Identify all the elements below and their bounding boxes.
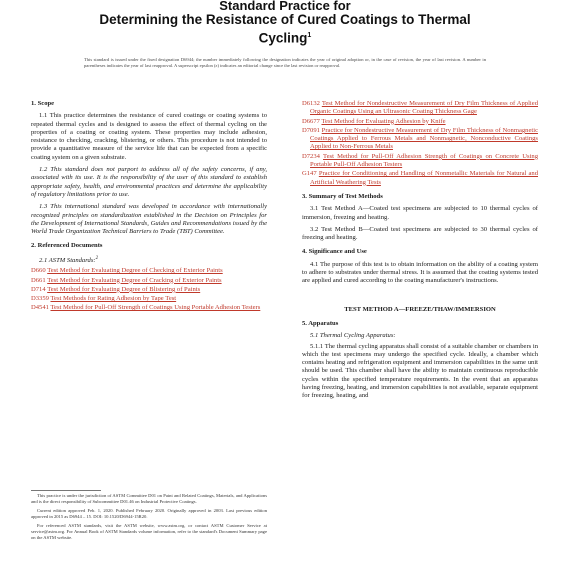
title-line-1: Determining the Resistance of Cured Coatings to Thermal [99,12,471,27]
footnotes [31,493,267,544]
section-scope-title: 1. Scope [31,100,55,107]
designation-note: This standard is issued under the fixed designation D6944; the number immediately following the designation indicates the year of original adoption or, in the case of revision, the year of last revision. A number in parentheses indicates the year of last reapproval. A superscript epsilon (ε) indicates an editorial change since the last revision or reapproval. [84,57,486,69]
ref-title-link[interactable]: Test Method for Evaluating Degree of Blistering of Paints [47,285,201,293]
ref-title-link[interactable]: Test Method for Evaluating Degree of Checking of Exterior Paints [47,267,223,275]
title-line-2-text: Cycling [258,30,308,46]
footnote-divider [31,490,101,491]
footnote-2: For referenced ASTM standards, visit the ASTM website, www.astm.org, or contact ASTM Customer Service at service@astm.org. For Annual Book of ASTM Standards volume information, refer to the standard's Document Summary page on the ASTM website. [31,523,267,540]
ref-code: D714 [31,285,46,293]
ref-item[interactable] [302,100,538,117]
title-line-2 [0,28,570,47]
para-1-2: 1.2 This standard does not purport to address all of the safety concerns, if any, associated with its use. It is the responsibility of the user of this standard to establish appropriate safety, health, and environmental practices and determine the applicability of regulatory limitations prior to use. [31,166,267,198]
ref-code: D6132 [302,100,320,107]
ref-code: D7234 [302,152,320,160]
section-summary-title: 3. Summary of Test Methods [302,192,383,200]
ref-title-link[interactable]: Test Method for Evaluating Adhesion by Knife [321,117,446,125]
ref-intro [31,255,267,265]
ref-code: D6677 [302,117,320,125]
ref-title-link[interactable]: Practice for Nondestructive Measurement of Dry Film Thickness of Nonmagnetic Coatings Applied to Ferrous Metals and Nonmagnetic, Nonconductive Coatings Applied to Non-Ferrous Metals [310,126,538,151]
ref-intro-text: 2.1 ASTM Standards: [39,256,96,264]
right-column [302,100,538,405]
ref-title-link[interactable]: Test Method for Nondestructive Measurement of Dry Film Thickness of Applied Organic Coatings Using an Ultrasonic Coating Thickness Gage [310,100,538,116]
left-column [31,100,267,314]
para-5-1: 5.1 Thermal Cycling Apparatus: [310,332,396,340]
ref-title-link[interactable]: Test Methods for Rating Adhesion by Tape Test [50,295,177,303]
left-ref-list [31,267,267,312]
footnote-1b: Current edition approved Feb. 1, 2020. Published February 2020. Originally approved in 2003. Last previous edition approved in 2015 as D6944 – 15. DOI: 10.1520/D6944-15R20. [31,508,267,519]
test-method-a-heading: TEST METHOD A—FREEZE/THAW/IMMERSION [344,305,496,313]
right-ref-list [302,100,538,187]
ref-item[interactable] [302,153,538,170]
ref-item[interactable] [31,304,267,312]
ref-item[interactable] [31,267,267,275]
ref-item[interactable] [31,295,267,303]
para-1-1: 1.1 This practice determines the resistance of cured coatings or coating systems to repeated thermal cycles and is designed to assess the effect of thermal cycling on the properties of a coating or coating system. These properties may include adhesion, resistance to checking, cracking, blistering, or others. This procedure is not intended to provide a quantitative measure of the service life that can be expected from a specific coating system on a given substrate. [31,112,267,161]
section-significance-title: 4. Significance and Use [302,248,367,256]
ref-item[interactable] [302,118,538,126]
ref-code: D7091 [302,126,320,134]
footnote-1: This practice is under the jurisdiction of ASTM Committee D01 on Paint and Related Coatings, Materials, and Applications and is the direct responsibility of Subcommittee D01.46 on Industrial Protective Coatings. [31,493,267,504]
ref-title-link[interactable]: Test Method for Evaluating Degree of Cracking of Exterior Paints [47,276,222,284]
ref-code: D661 [31,276,46,284]
ref-intro-sup: 2 [95,255,99,261]
para-4-1: 4.1 The purpose of this test is to obtain information on the ability of a coating system to adhere to substrates under thermal stress. It is assumed that the coating systems tested are applied and cured according to the coating manufacturer's instructions. [302,260,538,285]
ref-title-link[interactable]: Test Method for Pull-Off Adhesion Strength of Coatings on Concrete Using Portable Pull-Off Adhesion Testers [310,152,539,169]
section-apparatus-title: 5. Apparatus [302,319,339,327]
para-3-2: 3.2 Test Method B—Coated test specimens are subjected to 30 thermal cycles of freezing and heating. [302,225,538,242]
title-prefix: Standard Practice for [219,0,351,13]
title-footnote-marker: 1 [307,32,312,39]
section-referenced-title: 2. Referenced Documents [31,242,103,250]
ref-item[interactable] [302,127,538,152]
para-5-1-1: 5.1.1 The thermal cycling apparatus shall consist of a suitable chamber or chambers in which the test specimens may undergo the specified cycle. Ideally, a chamber which contains heating and refrigeration equipment and immersion capabilities in the same unit should be used. This chamber shall have the ability to maintain continuous reproducible cycles within the specified temperature requirements. In the event that an apparatus having freezing, heating, and immersion capabilities is not available, separate equipment for freezing, heating, and [302,342,538,400]
ref-code: G147 [302,170,317,178]
para-1-3: 1.3 This international standard was developed in accordance with internationally recognized principles on standardization established in the Decision on Principles for the Development of International Standards, Guides and Recommendations issued by the World Trade Organization Technical Barriers to Trade (TBT) Committee. [31,203,267,236]
ref-title-link[interactable]: Test Method for Pull-Off Strength of Coatings Using Portable Adhesion Testers [50,304,261,312]
ref-item[interactable] [302,170,538,187]
ref-code: D3359 [31,295,49,303]
ref-code: D660 [31,267,46,275]
para-3-1: 3.1 Test Method A—Coated test specimens are subjected to 10 thermal cycles of immersion, freezing and heating. [302,205,538,221]
ref-code: D4541 [31,304,49,312]
ref-title-link[interactable]: Practice for Conditioning and Handling of Nonmetallic Materials for Natural and Artificial Weathering Tests [310,170,538,186]
ref-item[interactable] [31,286,267,294]
ref-item[interactable] [31,277,267,285]
